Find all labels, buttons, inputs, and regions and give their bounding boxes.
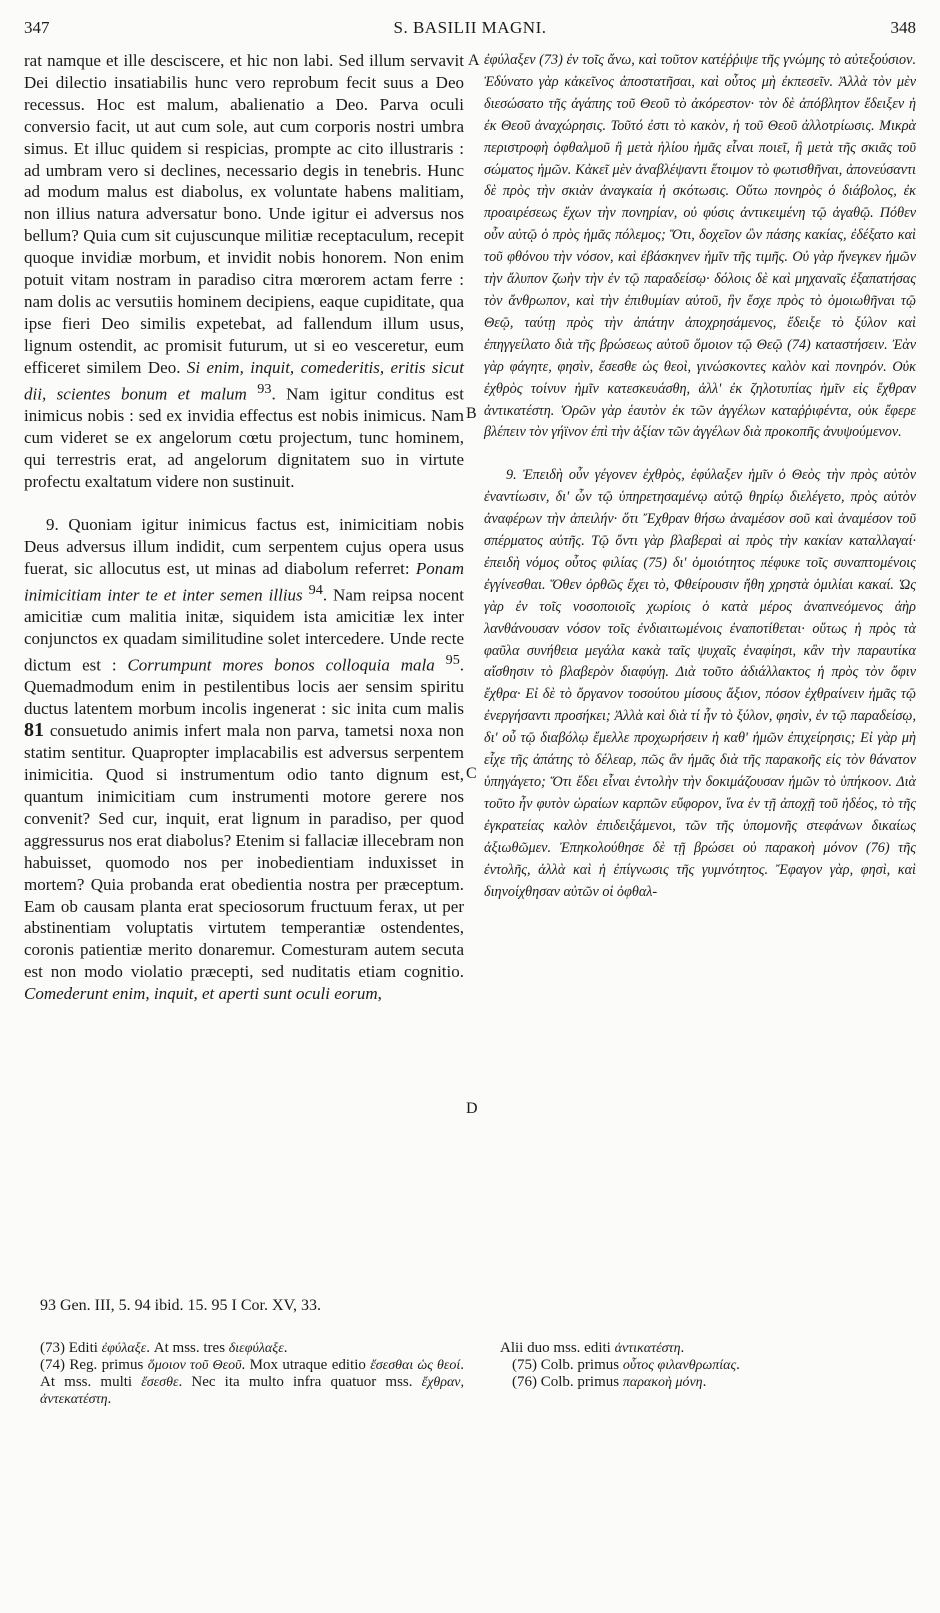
column-number-81: 81 [24, 719, 44, 742]
footnote-ref-94: 94 [308, 581, 323, 598]
footnote-73 [40, 1340, 464, 1357]
latin-para2-cont: . Quemadmodum enim in pestilentibus locis aer sensim spiritu ductus latentem morbum incolis ingenerat : sic inita cum malis [24, 655, 465, 719]
page-number-right: 348 [890, 18, 916, 37]
latin-para1-end: . Nam igitur conditus est inimicus nobis : sed ex invidia effectus est nobis inimicus. Nam cum videret se ex angelorum cœtu projectum, tunc hominem, qui terrestris erat, ad angelorum dignitatem suo in virtute profectu exaltatum videre non sustinuit. [24, 384, 464, 491]
footnotes-right [500, 1340, 916, 1391]
margin-marker-d: D [466, 1100, 478, 1117]
note-greek: ἔχθραν, ἀντεκατέστη [40, 1375, 465, 1407]
scripture-references: 93 Gen. III, 5. 94 ibid. 15. 95 I Cor. XV, 33. [40, 1297, 322, 1314]
latin-para2-end: consuetudo animis infert mala non parva, tametsi noxa non statim sentitur. Quapropter implacabilis est adversus serpentem inimicitia. Quod si instrumentum odio tanto dignum est, quantum inimicitiam cum instrumenti motore gerere nos convenit? Sed cur, inquit, erat lignum in paradiso, per quod aggressurus nos erat diabolus? Etenim si fallaciæ illecebram non habuisset, quomodo nos per inobedientiam induxisset in mortem? Quia probanda erat obedientia nostra per præceptum. Eam ob causam planta erat speciosorum fructuum ferax, ut per abstinentiam voluptatis virtutem temperantiæ ostendentes, coronis patientiæ merito donaremur. Comesturam autem secuta est non modo violatio præcepti, sed nuditatis etiam cognitio. [24, 721, 465, 982]
greek-column [484, 50, 916, 903]
note-text: . Nec ita multo infra quatuor mss. [178, 1374, 413, 1390]
footnote-75 [500, 1357, 916, 1374]
note-text: . [680, 1340, 685, 1356]
latin-para2-final-quote: Comederunt enim, inquit, et aperti sunt oculi eorum, [24, 984, 382, 1004]
note-greek: οὗτος φιλανθρωπίας [622, 1358, 737, 1373]
greek-paragraph-1: ἐφύλαξεν (73) ἐν τοῖς ἄνω, καὶ τοῦτον κατέῤῥιψε τῆς γνώμης τὸ αὐτεξούσιον. Ἐδύνατο γὰρ κἀκεῖνος ἀποστατῆσαι, καὶ οὗτος μὴ ἐκπεσεῖν. Ἀλλὰ τὸν μὲν διεσώσατο τῆς ἀγάπης τοῦ Θεοῦ τὸ ἀκόρεστον· τὸν δὲ ἀπόβλητον ἔδειξεν ἡ ἐκ Θεοῦ ἀναχώρησις. Τοῦτό ἐστι τὸ κακὸν, ἡ τοῦ Θεοῦ ἀλλοτρίωσις. Μικρὰ περιστροφὴ ὀφθαλμοῦ ἢ μετὰ ἡλίου ἡμᾶς εἶναι ποιεῖ, ἢ μετὰ τῆς σκιᾶς τοῦ σώματος ἡμῶν. Κἀκεῖ μὲν ἀναβλέψαντι ἕτοιμον τὸ φωτισθῆναι, ἀπονεύσαντι δὲ πρὸς τὴν σκιὰν ἀναγκαία ἡ σκότωσις. Οὕτω πονηρὸς ὁ διάβολος, ἐκ προαιρέσεως ἔχων τὴν πονηρίαν, οὐ φύσις ἀντικειμένη τῷ ἀγαθῷ. Πόθεν οὖν αὐτῷ ὁ πρὸς ἡμᾶς πόλεμος; Ὅτι, δοχεῖον ὢν πάσης κακίας, ἐδέξατο καὶ τοῦ φθόνου τὴν νόσον, καὶ ἐβάσκηνεν ἡμῖν τῆς τιμῆς. Οὐ γὰρ ἤνεγκεν ἡμῶν τὴν ἄλυπον ζωὴν τὴν ἐν τῷ παραδείσῳ· δόλοις δὲ καὶ μηχαναῖς ἐξαπατήσας τὸν ἄνθρωπον, καὶ τὴν ἐπιθυμίαν αὐτοῦ, ἣν ἔσχε πρὸς τὸ ὁμοιωθῆναι τῷ Θεῷ, ταύτῃ πρὸς τὴν ἀπάτην ἀποχρησάμενος, ἔδειξε τὸ ξύλον καὶ ἐπηγγείλατο διὰ τῆς βρώσεως αὐτοῦ ὅμοιον τῷ Θεῷ (74) καταστήσειν. Ἐὰν γὰρ φάγητε, φησὶν, ἔσεσθε ὡς θεοὶ, γινώσκοντες καλὸν καὶ πονηρόν. Οὐκ ἐχθρὸς τοίνυν ἡμῖν κατεσκευάσθη, ἀλλ' ἐκ ζηλοτυπίας ἡμῖν εἰς ἔχθραν ἀντικατέστη. Ὁρῶν γὰρ ἑαυτὸν ἐκ τῶν ἀγγέλων καταῤῥιφέντα, οὐκ ἔφερε βλέπειν τὸν γήϊνον ἐπὶ τὴν ἀξίαν τῶν ἀγγέλων διὰ προκοπῆς ἀνυψούμενον. [484, 52, 916, 441]
greek-paragraph-2: 9. Ἐπειδὴ οὖν γέγονεν ἐχθρὸς, ἐφύλαξεν ἡμῖν ὁ Θεὸς τὴν πρὸς αὐτὸν ἐναντίωσιν, δι' ὧν τῷ ὑπηρετησαμένῳ αὐτῷ θηρίῳ διελέγετο, πρὸς αὐτὸν ἀναφέρων τὴν ἀπειλήν· ὅτι Ἔχθραν θήσω ἀναμέσον σοῦ καὶ ἀναμέσον τοῦ σπέρματος αὐτῆς. Τῷ ὄντι γὰρ βλαβεραὶ αἱ πρὸς τὴν κακίαν καταλλαγαί· ἐπειδὴ νόμος οὗτος φιλίας (75) δι' ὁμοιότητος πέφυκε τοῖς συναπτομένοις ἐγγίνεσθαι. Ὅθεν ὀρθῶς ἔχει τὸ, Φθείρουσιν ἤθη χρηστὰ ὁμιλίαι κακαί. Ὡς γὰρ ἐν τοῖς νοσοποιοῖς χωρίοις ὁ κατὰ μέρος ἀναπνεόμενος ἀὴρ λανθάνουσαν νόσον τοῖς ἐνδιαιτωμένοις ἐναποτίθεται· οὕτως ἡ πρὸς τὰ φαῦλα συνήθεια μεγάλα κακὰ ταῖς ψυχαῖς ἐναφίησι, κἂν τὴν παραυτίκα αἴσθησιν τὸ βλαβερὸν διαφύγῃ. Διὰ τοῦτο ἀδιάλλακτος ἡ πρὸς τὸν ὄφιν ἔχθρα· Εἰ δὲ τὸ ὄργανον τοσούτου μίσους ἄξιον, πόσον ἐχθραίνειν ἡμᾶς τῷ ἐνεργήσαντι προσήκει; Ἀλλὰ καὶ διὰ τί ἦν τὸ ξύλον, φησὶν, ἐν τῷ παραδείσῳ, δι' οὗ τῷ διαβόλῳ ἔμελλε προχωρήσειν ἡ καθ' ἡμῶν ἐπιχείρησις; Εἰ γὰρ μὴ εἶχε τῆς ἀπάτης τὸ δέλεαρ, πῶς ἂν ἡμᾶς διὰ τῆς παρακοῆς εἰς τὸν θάνατον ὑπηγάγετο; Ὅτι ἔδει εἶναι ἐντολὴν τὴν δοκιμάζουσαν ἡμῶν τὸ ὑπήκοον. Διὰ τοῦτο ἦν φυτὸν ὡραίων καρπῶν εὔφορον, ἵνα ἐν τῇ ἀποχῇ τοῦ ἡδέος, τὸ τῆς ἐγκρατείας καλὸν ἐπιδειξάμενοι, τῶν τῆς ὑπομονῆς στεφάνων δικαίως ἀξιωθῶμεν. Ἐπηκολούθησε δὲ τῇ βρώσει οὐ παρακοὴ μόνον (76) τῆς ἐντολῆς, ἀλλὰ καὶ ἡ ἐπίγνωσις τῆς γυμνότητος. Ἔφαγον γὰρ, φησὶ, καὶ διηνοίχθησαν αὐτῶν οἱ ὀφθαλ- [484, 467, 916, 900]
note-text: . At mss. tres [146, 1340, 226, 1356]
latin-paragraph-2 [24, 514, 464, 1005]
note-text: . [702, 1374, 707, 1390]
note-greek: διεφύλαξε [228, 1341, 284, 1356]
note-text: . [736, 1357, 740, 1373]
margin-marker-b: B [466, 405, 477, 422]
note-greek: ὅμοιον τοῦ Θεοῦ [147, 1358, 242, 1373]
note-greek: ἐφύλαξε [101, 1341, 147, 1356]
footnote-74-cont [500, 1340, 916, 1357]
footnote-ref-93: 93 [257, 380, 272, 397]
footnotes-left [40, 1340, 464, 1408]
note-greek: ἀντικατέστη [614, 1341, 681, 1356]
note-text: . [283, 1340, 288, 1356]
latin-para2-quote: Ponam inimicitiam inter te et inter semen illius [24, 558, 465, 605]
footnote-76 [500, 1374, 916, 1391]
note-label: (75) Colb. primus [512, 1357, 620, 1373]
page-header [24, 14, 916, 44]
footnote-ref-95: 95 [445, 651, 460, 668]
note-text: . Mox utraque editio [241, 1357, 366, 1373]
latin-para1-quote: Si enim, inquit, comederitis, eritis sicut dii, scientes bonum et malum [24, 357, 465, 404]
latin-para2-mid: . Nam reipsa nocent amicitiæ cum malitia initæ, siquidem ista amicitiæ lex inter conjunctos ex quadam similitudine solet intercedere. Unde recte dictum est : [24, 585, 464, 675]
note-greek: ἔσεσθαι ὡς θεοί [370, 1358, 461, 1373]
note-greek: ἔσεσθε [141, 1375, 179, 1390]
latin-paragraph-1 [24, 50, 464, 493]
latin-para2-quote2: Corrumpunt mores bonos colloquia mala [127, 655, 435, 675]
note-text: . At mss. multi [40, 1357, 465, 1390]
note-label: (73) Editi [40, 1340, 98, 1356]
margin-marker-a: A [468, 52, 480, 69]
latin-para1-text: rat namque et ille desciscere, et hic non labi. Sed illum servavit Dei dilectio insatiabilis hunc vero reprobum fecit suus a Deo recessus. Hoc est malum, abalienatio a Deo. Parva oculi conversio facit, ut aut cum sole, aut cum corporis nostri umbra simus. Et illuc quidem si respicias, prompte ac cito illustraris : ad umbram vero si declines, necessario degis in tenebris. Hunc ad modum malus est diabolus, ex voluntate habens malitiam, non illius natura adversatur bono. Unde igitur ei adversus nos bellum? Quia cum sit cujuscunque militiæ receptaculum, recepit quoque invidiæ morbum, et invidit nobis honorem. Non enim potuit vitam nostram in paradiso citra mœrorem actam ferre : nam dolis ac versutiis hominem decipiens, eaque cupiditate, qua ipse fieri Deo similis expetebat, ad fallendum illum usus, lignum ostendit, ac promisit futurum, ut si eo vesceretur, eum efficeret similem Deo. [24, 51, 464, 377]
running-title: S. BASILII MAGNI. [393, 18, 547, 37]
page-number-left: 347 [24, 18, 50, 37]
latin-para2-start: 9. Quoniam igitur inimicus factus est, inimicitiam nobis Deus adversus illum indidit, cum serpentem cujus opera usus fuerat, sic allocutus est, ut minas ad diabolum referret: [24, 514, 464, 578]
note-label: (76) Colb. primus [512, 1374, 620, 1390]
note-label: (74) Reg. primus [40, 1357, 144, 1373]
margin-marker-c: C [466, 765, 477, 782]
note-text: Alii duo mss. editi [500, 1340, 611, 1356]
note-greek: παρακοὴ μόνη [622, 1375, 703, 1390]
note-text: . [107, 1391, 112, 1407]
footnote-74 [40, 1357, 464, 1408]
latin-column [24, 50, 464, 1005]
